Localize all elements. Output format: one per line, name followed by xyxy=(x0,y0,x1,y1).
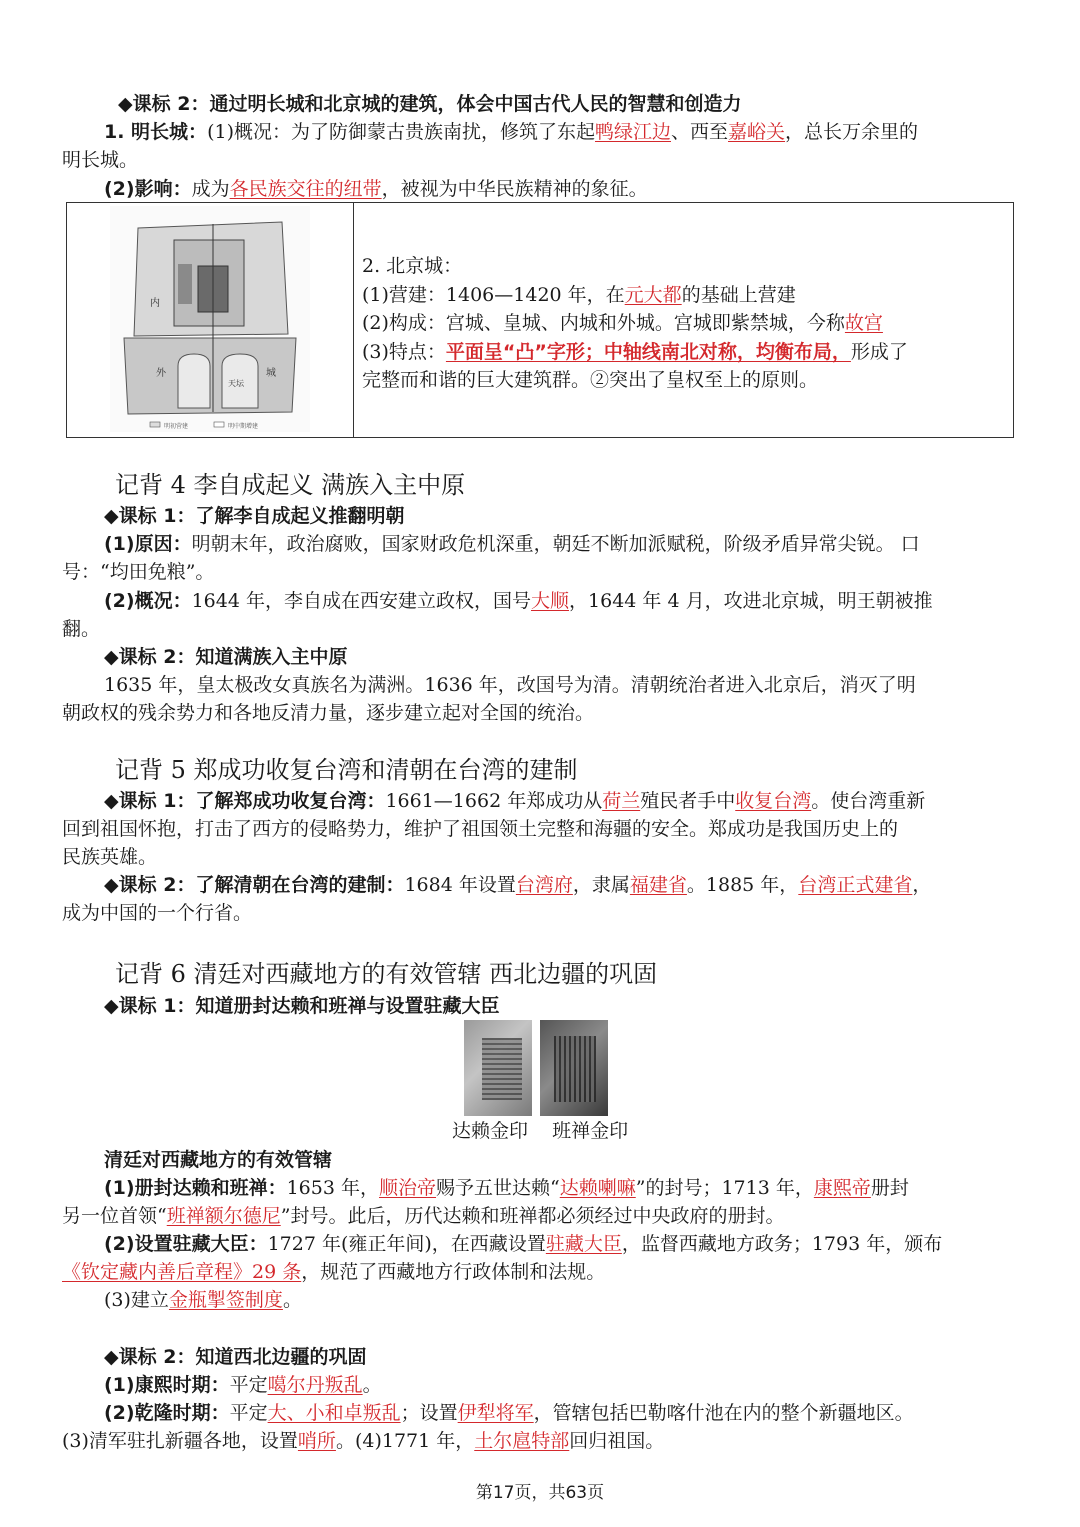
section-6-title: 记背 6 清廷对西藏地方的有效管辖 西北边疆的巩固 xyxy=(115,960,658,988)
sec5-taiwan-recovery-cont: 回到祖国怀抱，打击了西方的侵略势力，维护了祖国领土完整和海疆的安全。郑成功是我国历史上的 xyxy=(62,818,899,840)
svg-text:内: 内 xyxy=(150,298,160,309)
sec5-taiwan-recovery: ◆课标 1：了解郑成功收复台湾：1661—1662 年郑成功从荷兰殖民者手中收复台湾。使台湾重新 xyxy=(104,790,926,812)
sec4-overview: (2)概况：1644 年，李自成在西安建立政权，国号大顺，1644 年 4 月，攻进北京城，明王朝被推 xyxy=(104,590,933,612)
sec6-xinjiang: (3)清军驻扎新疆各地，设置哨所。(4)1771 年，土尔扈特部回归祖国。 xyxy=(62,1430,665,1452)
svg-text:城: 城 xyxy=(266,368,276,379)
sec4-cause: (1)原因：明朝末年，政治腐败，国家财政危机深重，朝廷不断加派赋税，阶级矛盾异常尖锐。 口 xyxy=(104,533,920,555)
sec4-standard-1: ◆课标 1：了解李自成起义推翻明朝 xyxy=(104,505,405,527)
beijing-notes xyxy=(362,252,908,395)
beijing-build: (1)营建：1406—1420 年，在元大都的基础上营建 xyxy=(362,283,796,306)
beijing-structure: (2)构成：宫城、皇城、内城和外城。宫城即紫禁城，今称故宫 xyxy=(362,312,883,334)
sec4-overview-cont: 翻。 xyxy=(62,618,101,640)
sec6-p1: (1)册封达赖和班禅：1653 年，顺治帝赐予五世达赖“达赖喇嘛”的封号；1713 年，康熙帝册封 xyxy=(104,1177,909,1199)
great-wall-influence: (2)影响：成为各民族交往的纽带，被视为中华民族精神的象征。 xyxy=(104,178,648,200)
dalai-seal-image xyxy=(464,1020,532,1116)
standard-heading: ◆课标 2：通过明长城和北京城的建筑，体会中国古代人民的智慧和创造力 xyxy=(118,93,742,115)
sec6-subhead: 清廷对西藏地方的有效管辖 xyxy=(104,1149,333,1171)
beijing-feature-cont: 完整而和谐的巨大建筑群。②突出了皇权至上的原则。 xyxy=(362,369,819,391)
section-5-title: 记背 5 郑成功收复台湾和清朝在台湾的建制 xyxy=(115,756,578,784)
sec4-qing: 1635 年，皇太极改女真族名为满洲。1636 年，改国号为清。清朝统治者进入北京后，消灭了明 xyxy=(104,674,916,696)
sec6-p2: (2)设置驻藏大臣：1727 年(雍正年间)，在西藏设置驻藏大臣，监督西藏地方政务；1793 年，颁布 xyxy=(104,1233,943,1255)
svg-text:天坛: 天坛 xyxy=(228,379,244,388)
sec6-p2-cont: 《钦定藏内善后章程》29 条，规范了西藏地方行政体制和法规。 xyxy=(62,1261,606,1283)
sec5-taiwan-system-cont: 成为中国的一个行省。 xyxy=(62,902,253,924)
beijing-city-map xyxy=(110,206,310,432)
sec6-p1-cont: 另一位首领“班禅额尔德尼”封号。此后，历代达赖和班禅都必须经过中央政府的册封。 xyxy=(62,1205,785,1227)
section-4-title: 记背 4 李自成起义 满族入主中原 xyxy=(115,471,466,499)
sec5-taiwan-recovery-end: 民族英雄。 xyxy=(62,846,158,868)
beijing-feature: (3)特点：平面呈“凸”字形；中轴线南北对称，均衡布局，形成了 xyxy=(362,340,908,363)
sec4-standard-2: ◆课标 2：知道满族入主中原 xyxy=(104,646,348,668)
great-wall-overview: 1. 明长城：(1)概况：为了防御蒙古贵族南扰，修筑了东起鸭绿江边、西至嘉峪关，总长万余里的 xyxy=(104,121,919,143)
seal-caption: 达赖金印 班禅金印 xyxy=(452,1120,629,1142)
sec6-p3: (3)建立金瓶掣签制度。 xyxy=(104,1289,302,1311)
beijing-title: 2. 北京城： xyxy=(362,255,463,277)
sec6-qianlong: (2)乾隆时期：平定大、小和卓叛乱；设置伊犁将军，管辖包括巴勒喀什池在内的整个新疆地区。 xyxy=(104,1402,914,1424)
svg-text:明初营建: 明初营建 xyxy=(164,423,189,430)
sec6-standard-2: ◆课标 2：知道西北边疆的巩固 xyxy=(104,1346,367,1368)
page-footer: 第17页，共63页 xyxy=(475,1483,605,1503)
svg-text:外: 外 xyxy=(156,368,166,379)
sec4-qing-cont: 朝政权的残余势力和各地反清力量，逐步建立起对全国的统治。 xyxy=(62,702,595,724)
sec5-taiwan-system: ◆课标 2：了解清朝在台湾的建制：1684 年设置台湾府，隶属福建省。1885 年，台湾正式建省， xyxy=(104,874,932,896)
svg-text:明中期增建: 明中期增建 xyxy=(228,423,259,430)
sec6-standard-1: ◆课标 1：知道册封达赖和班禅与设置驻藏大臣 xyxy=(104,995,500,1017)
panchen-seal-image xyxy=(540,1020,608,1116)
sec6-kangxi: (1)康熙时期：平定噶尔丹叛乱。 xyxy=(104,1374,382,1396)
great-wall-overview-cont: 明长城。 xyxy=(62,149,139,171)
sec4-cause-cont: 号：“均田免粮”。 xyxy=(62,561,215,583)
